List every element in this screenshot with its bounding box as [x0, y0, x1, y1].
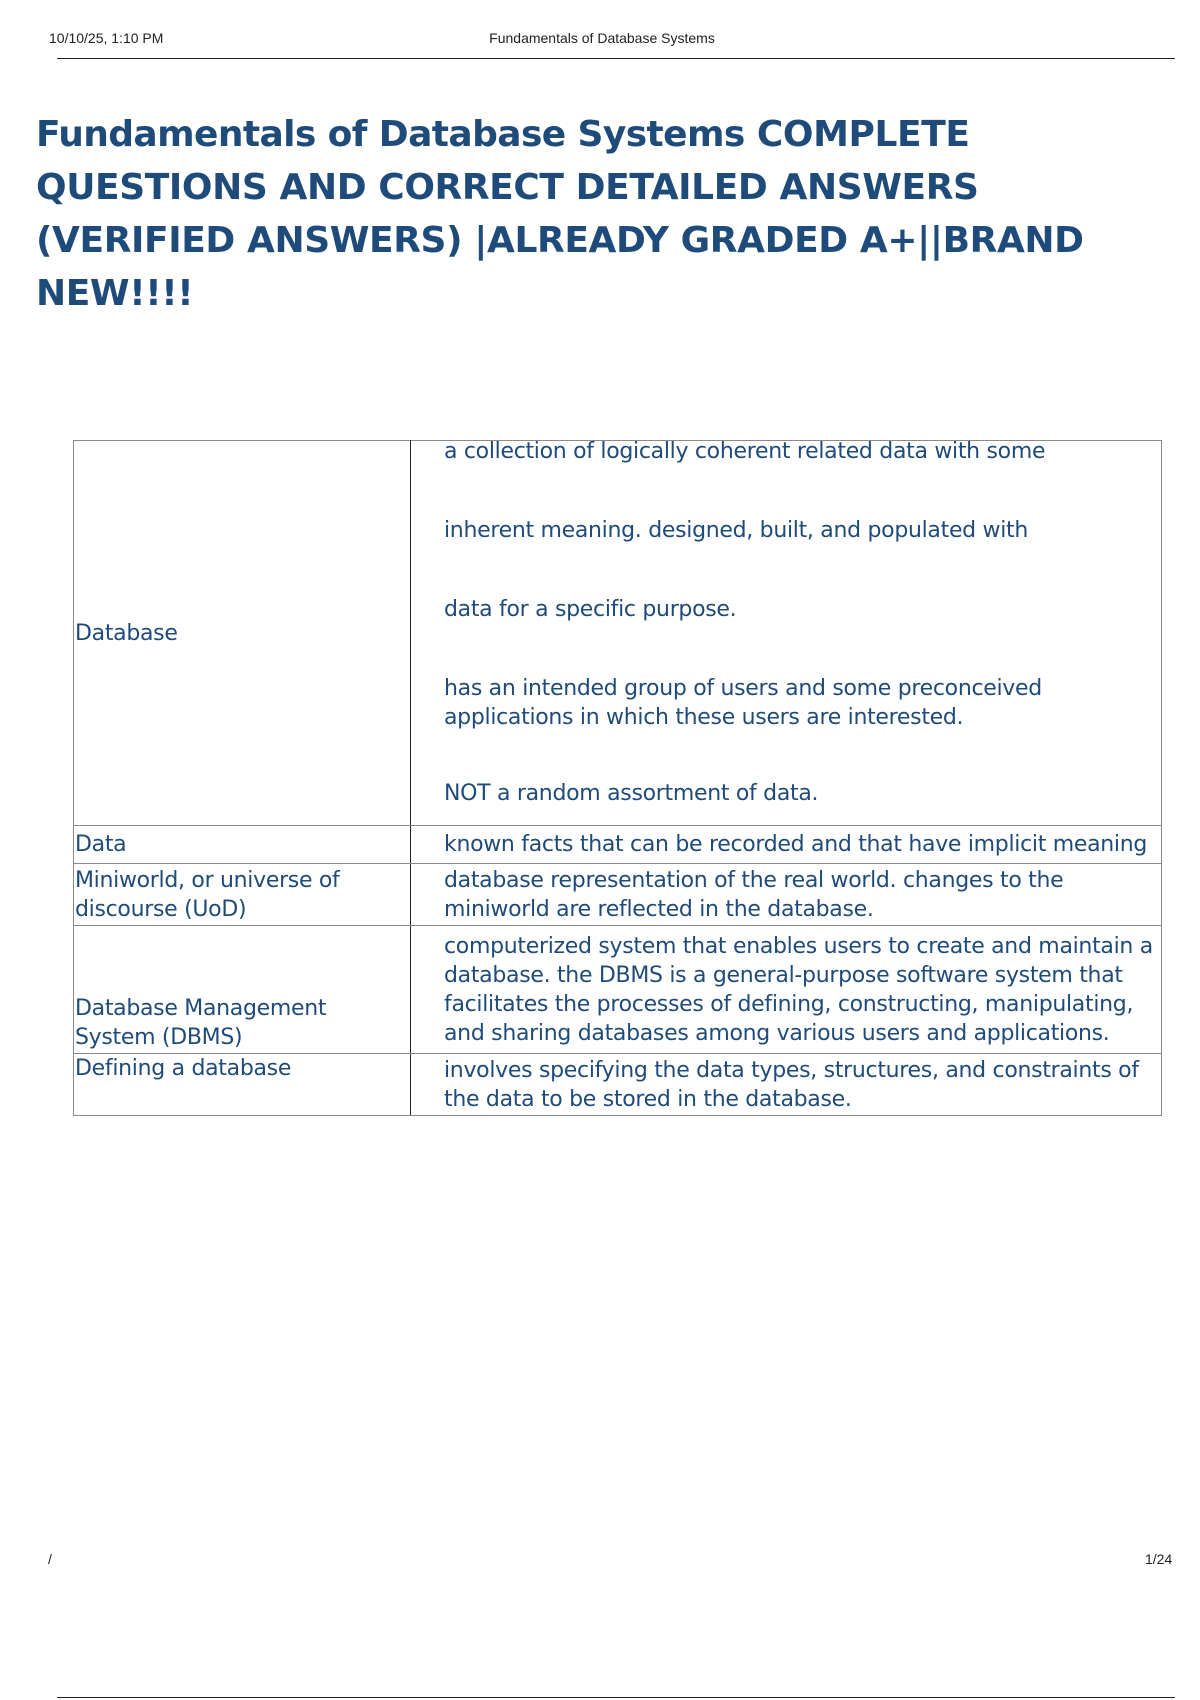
definition-paragraph: inherent meaning. designed, built, and populated with [444, 518, 1029, 543]
document-title-part1: Fundamentals of Database Systems [36, 114, 745, 155]
header-document-title: Fundamentals of Database Systems [489, 30, 715, 46]
definition-paragraph: has an intended group of users and some preconceived applications in which these users are interested. [444, 676, 1042, 730]
definition-paragraph: a collection of logically coherent related data with some [444, 439, 1046, 464]
table-row [74, 441, 1162, 826]
definition-cell: database representation of the real world. changes to the miniworld are reflected in the database. [411, 864, 1162, 926]
table-row [74, 926, 1162, 1054]
page-number: 1/24 [1145, 1551, 1173, 1567]
table-row [74, 1054, 1162, 1116]
term-cell: Data [74, 826, 411, 864]
page-header [49, 30, 1175, 59]
bottom-divider [57, 1697, 1175, 1698]
definition-paragraph: NOT a random assortment of data. [444, 781, 819, 806]
qa-table [73, 440, 1162, 1116]
definition-cell: computerized system that enables users to create and maintain a database. the DBMS is a general-purpose software system that facilitates the processes of defining, constructing, manipulating, and sharing databases among various users and applications. [411, 926, 1162, 1054]
print-datetime: 10/10/25, 1:10 PM [49, 30, 164, 46]
definition-cell: involves specifying the data types, structures, and constraints of the data to be stored in the database. [411, 1054, 1162, 1116]
term-cell: Database [74, 441, 411, 826]
term-cell: Defining a database [74, 1054, 411, 1116]
footer-url: / [48, 1551, 52, 1567]
term-cell: Miniworld, or universe of discourse (UoD) [74, 864, 411, 926]
term-cell: Database Management System (DBMS) [74, 926, 411, 1054]
document-title [36, 108, 1186, 320]
definition-paragraph: data for a specific purpose. [444, 597, 737, 622]
document-title-part2: COMPLETE QUESTIONS AND CORRECT DETAILED ANSWERS (VERIFIED ANSWERS) |ALREADY GRADED A+||BRAND NEW!!!! [36, 114, 1084, 314]
definition-cell [411, 441, 1162, 826]
table-row [74, 826, 1162, 864]
definition-cell: known facts that can be recorded and that have implicit meaning [411, 826, 1162, 864]
table-row [74, 864, 1162, 926]
